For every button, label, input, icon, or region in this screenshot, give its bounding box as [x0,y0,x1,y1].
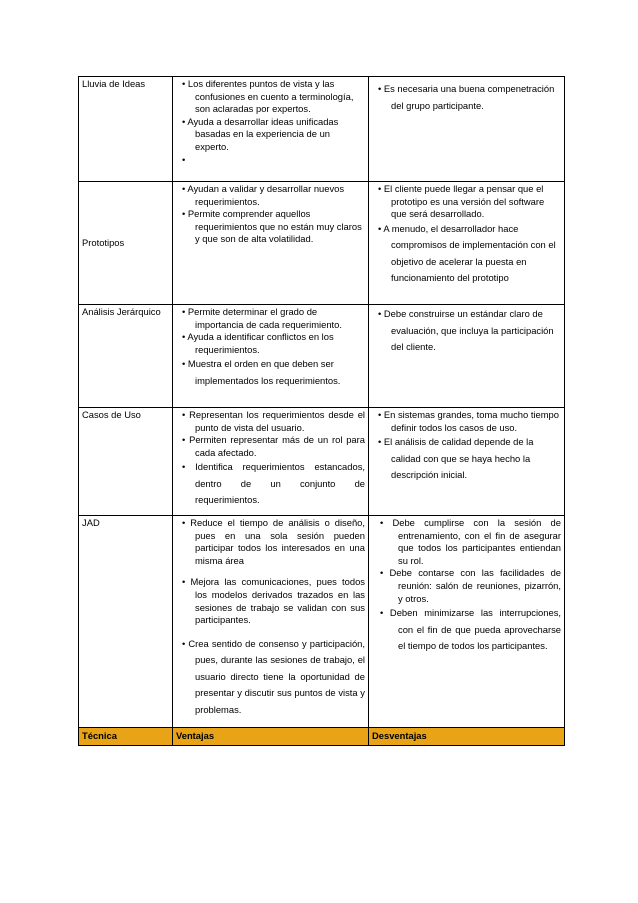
advantage-item: • Los diferentes puntos de vista y las confusiones en cuento a terminología, son aclaradas por expertos. [182,78,354,115]
disadvantage-item: • El cliente puede llegar a pensar que el prototipo es una versión del software que será desarrollado. [378,183,545,220]
advantage-item: • Mejora las comunicaciones, pues todos los modelos derivados trazados en las sesiones de trabajo se validan con sus participantes. [182,576,365,626]
technique-cell [79,305,173,408]
table-row [79,516,565,728]
advantages-cell [173,305,369,408]
disadvantages-cell [369,305,565,408]
disadvantages-cell [369,182,565,305]
technique-name: Lluvia de Ideas [82,78,146,89]
advantages-cell [173,77,369,182]
disadvantages-cell [369,77,565,182]
table-row [79,305,565,408]
advantages-cell [173,516,369,728]
technique-cell [79,77,173,182]
disadvantages-cell [369,516,565,728]
advantage-item: • Crea sentido de consenso y participación, pues, durante las sesiones de trabajo, el usuario directo tiene la oportunidad de presentar y discutir sus puntos de vista y problemas. [182,637,365,715]
advantage-item: • Ayudan a validar y desarrollar nuevos requerimientos. [182,183,345,207]
header-tecnica: Técnica [79,728,173,746]
disadvantage-item: • Debe construirse un estándar claro de evaluación, que incluya la participación del cliente. [378,308,554,352]
technique-cell [79,182,173,305]
table-row [79,77,565,182]
advantages-cell [173,408,369,516]
advantage-item: • Reduce el tiempo de análisis o diseño, pues en una sola sesión pueden participar todos los interesados en una misma área [182,517,365,566]
advantage-item: • [182,153,186,165]
disadvantage-item: • Deben minimizarse las interrupciones, con el fin de que pueda aprovecharse el tiempo de todos los participantes. [380,607,561,652]
technique-cell [79,516,173,728]
advantage-item: • Permite comprender aquellos requerimientos que no están muy claros y que son de alta volatilidad. [182,208,362,245]
header-ventajas: Ventajas [173,728,369,746]
techniques-table [78,76,565,746]
technique-name: JAD [82,517,100,528]
spacer [176,627,365,636]
table-row [79,182,565,305]
advantage-item: • Identifica requerimientos estancados, dentro de un conjunto de requerimientos. [182,461,365,506]
technique-cell [79,408,173,516]
table-header-row [79,728,565,746]
advantages-cell [173,182,369,305]
advantage-item: • Ayuda a desarrollar ideas unificadas basadas en la experiencia de un experto. [182,115,339,152]
advantage-item: • Permite determinar el grado de importancia de cada requerimiento. [182,306,342,330]
spacer [176,567,365,576]
disadvantage-item: • A menudo, el desarrollador hace compromisos de implementación con el objetivo de acelerar la puesta en funcionamiento del prototipo [378,222,556,284]
disadvantage-item: • El análisis de calidad depende de la calidad con que se haya hecho la descripción inicial. [378,436,534,481]
advantage-item: • Permiten representar más de un rol para cada afectado. [182,434,365,458]
disadvantage-item: • Es necesaria una buena compenetración del grupo participante. [378,83,555,111]
disadvantage-item: • Debe cumplirse con la sesión de entrenamiento, con el fin de asegurar que todos los participantes entiendan su rol. [380,517,561,566]
advantage-item: • Ayuda a identificar conflictos en los requerimientos. [182,331,334,355]
technique-name: Prototipos [82,236,125,248]
disadvantage-item: • En sistemas grandes, toma mucho tiempo definir todos los casos de uso. [378,409,559,433]
technique-name: Casos de Uso [82,409,141,420]
table-row [79,408,565,516]
technique-name: Análisis Jerárquico [82,306,161,317]
header-desventajas: Desventajas [369,728,565,746]
disadvantage-item: • Debe contarse con las facilidades de reunión: salón de reuniones, pizarrón, y otros. [380,567,561,604]
advantage-item: • Muestra el orden en que deben ser implementados los requerimientos. [182,358,341,386]
advantage-item: • Representan los requerimientos desde el punto de vista del usuario. [182,409,365,433]
disadvantages-cell [369,408,565,516]
